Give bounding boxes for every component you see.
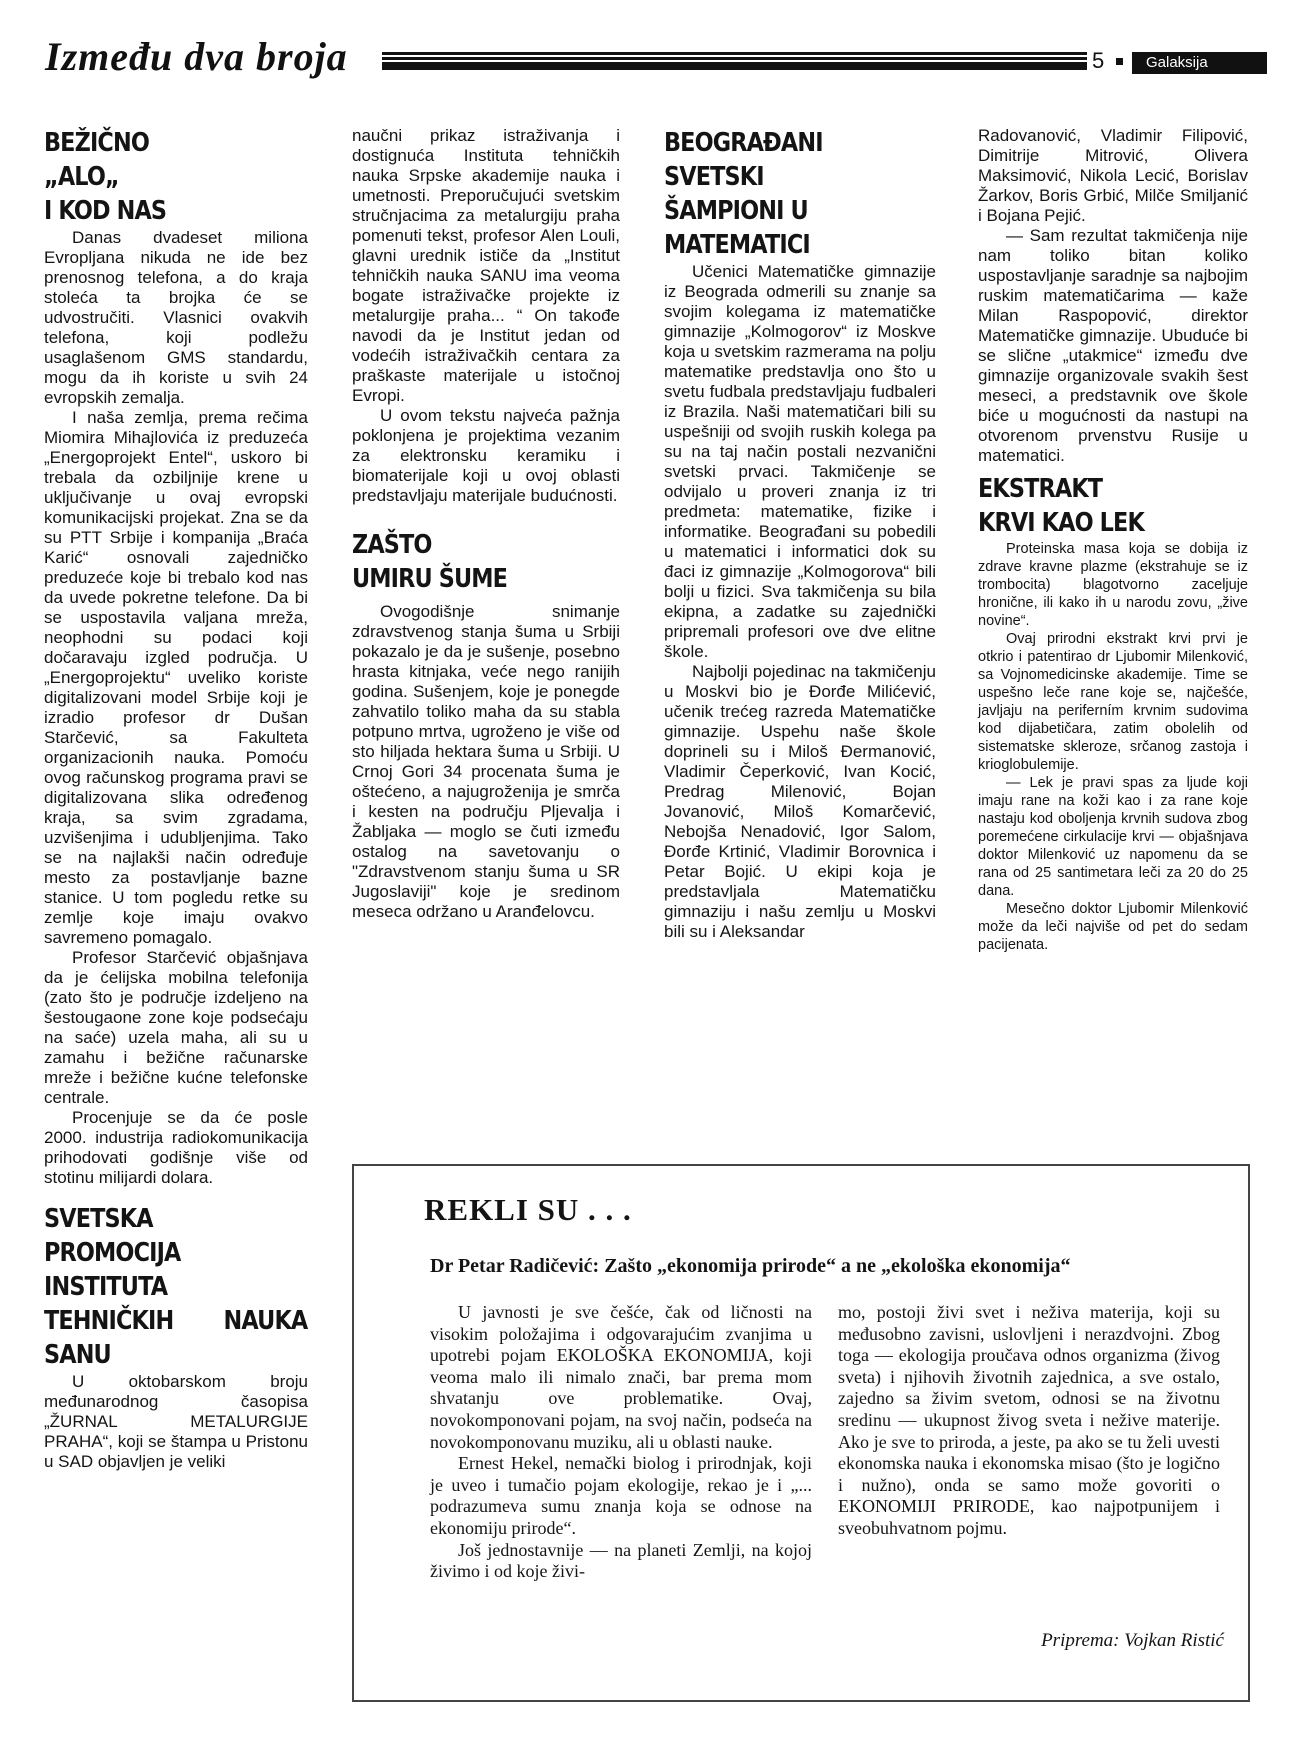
article-ekstrakt: [978, 472, 1248, 954]
headline-line: „ALO„: [44, 162, 119, 192]
headline-line: INSTITUTA: [44, 1272, 168, 1302]
paragraph: Ovaj prirodni ekstrakt krvi prvi je otkrio i patentirao dr Ljubomir Milenković, sa Vojnomedicinske akademije. Time se uspešno leče rane koje se, najčešće, javljaju na periferním krvnim sudovima kod dijabetičara, zatim obolelih od sistematske skleroze, srčanog zastoja i krioglobulemije.: [978, 631, 1248, 773]
article-bezicno: [44, 126, 308, 1188]
headline-line: PROMOCIJA: [44, 1238, 181, 1268]
column-1: [44, 126, 308, 1472]
article-sume: [352, 528, 620, 922]
box-column-2: [838, 1302, 1220, 1540]
headline-line: SANU: [44, 1340, 111, 1370]
headline-line: I KOD NAS: [44, 196, 167, 226]
paragraph: I naša zemlja, prema rečima Miomira Mihajlovića iz preduzeća „Energoprojekt Entel“, uskoro bi trebala da ozbiljnije krene u uključivanje u ovaj evropski komunikacijski projekat. Zna se da su PTT Srbije i kompanija „Braća Karić“ osnovali zajedničko preduzeće koje bi trebalo kod nas da uvede pokretne telefone. Da bi se uspostavila valjana mreža, neophodni su podaci koji dočaravaju izgled područja. U „Energoprojektu“ uveliko koriste digitalizovani model Srbije koji je izradio profesor dr Dušan Starčević, sa Fakulteta organizacionih nauka. Pomoću ovog računskog programa pravi se digitalizovana slika određenog kraja, sa svim zgradama, uzvišenjima i udubljenjima. Tako se na najlakši način određuje mesto za postavljanje bazne stanice. U tom pogledu retke su zemlje koje imaju ovakvo savremeno pomagalo.: [44, 408, 308, 947]
paragraph: — Lek je pravi spas za ljude koji imaju rane na koži kao i za rane koje nastaju kod oboljenja krvnih sudova zbog poremećene cirkulacije krvi — objašnjava doktor Milenković uz napomenu da se rana od 25 santimetara leči za 20 do 25 dana.: [978, 775, 1248, 899]
headline-line: KRVI KAO LEK: [978, 508, 1144, 538]
paragraph: Ovogodišnje snimanje zdravstvenog stanja šuma u Srbiji pokazalo je da je sušenje, posebno hrasta kitnjaka, veće nego ranijih godina. Sušenjem, koje je ponegde zahvatilo toliko maha da su stabla potpuno mrtva, ugroženo je više od sto hiljada hektara šuma u Srbiji. U Crnoj Gori 34 procenata šuma je oštećeno, a najugroženija je smrča i kesten na području Pljevalja i Žabljaka — moglo se čuti između ostalog na savetovanju o "Zdravstvenom stanju šuma u SR Jugoslaviji" koje je sredinom meseca održano u Aranđelovcu.: [352, 602, 620, 921]
separator-bullet: [1116, 58, 1123, 65]
section-title: Između dva broja: [45, 34, 348, 79]
page-header: [40, 28, 1260, 84]
paragraph: U oktobarskom broju međunarodnog časopisa „ŽURNAL METALURGIJE PRAHA“, koji se štampa u Pristonu u SAD objavljen je veliki: [44, 1372, 308, 1471]
article-promocija: [44, 1202, 308, 1472]
headline-promocija: [44, 1202, 308, 1372]
paragraph: Ernest Hekel, nemački biolog i prirodnjak, koji je uveo i tumačio pojam ekologije, rekao je i „... podrazumeva sumu znanja koja se odnose na ekonomiju prirode“.: [430, 1453, 812, 1538]
paragraph: U ovom tekstu najveća pažnja poklonjena je projektima vezanim za elektronsku keramiku i biomaterijale koji u ovoj oblasti predstavljaju materijale budućnosti.: [352, 406, 620, 505]
paragraph: U javnosti je sve češće, čak od ličnosti na visokim položajima i odgovarajućim zvanjima u upotrebi pojam EKOLOŠKA EKONOMIJA, koji veoma malo ili nimalo znači, bar prema mom shvatanju ove problematike. Ovaj, novokomponovani pojam, na svoj način, podseća na novokomponovanu muziku, ali u oblasti nauke.: [430, 1302, 812, 1452]
headline-line: SVETSKA: [44, 1204, 153, 1234]
paragraph: Učenici Matematičke gimnazije iz Beograda odmerili su znanje sa svojim kolegama iz matematičke gimnazije „Kolmogorov“ iz Moskve koja u svetskim razmerama na polju matematike predstavlja ono što u svetu fudbala predstavljaju fudbaleri iz Brazila. Naši matematičari bili su uspešniji od svojih ruskih kolega pa su na taj način postali nezvanični svetski prvaci. Takmičenje se odvijalo u proveri znanja iz tri predmeta: matematike, fizike i informatike. Beograđani su pobedili u matematici i informatici dok su đaci iz gimnazije „Kolmogorova“ bili bolji u fizici. Sva takmičenja su bila ekipna, a zadatke su zajednički pripremali profesori ove dve elitne škole.: [664, 262, 936, 661]
magazine-name: Galaksija: [1132, 52, 1267, 74]
article-ekstrakt-body: [978, 540, 1248, 954]
column-2: [352, 126, 620, 922]
headline-line: BEŽIČNO: [44, 128, 149, 158]
headline-line: BEOGRAĐANI: [664, 128, 823, 158]
headline-line: SVETSKI: [664, 162, 764, 192]
paragraph: Najbolji pojedinac na takmičenju u Moskvi bio je Đorđe Milićević, učenik trećeg razreda Matematičke gimnazije. Uspehu naše škole doprineli su i Miloš Đermanović, Vladimir Čeperković, Ivan Kocić, Predrag Milenović, Bojan Jovanović, Miloš Komarčević, Nebojša Nenadović, Igor Salom, Đorđe Krtinić, Vladimir Borovnica i Petar Bojić. U ekipi koja je predstavljala Matematičku gimnaziju i našu zemlju u Moskvi bili su i Aleksandar: [664, 662, 936, 941]
headline-bezicno: [44, 126, 271, 228]
headline-sume: [352, 528, 582, 596]
header-rule: [382, 52, 1087, 70]
headline-word: NAUKA: [223, 1306, 308, 1336]
column-4: [978, 126, 1248, 954]
headline-line: MATEMATICI: [664, 230, 810, 260]
paragraph-continued: naučni prikaz istraživanja i dostignuća Instituta tehničkih nauka Srpske akademije nauka i umetnosti. Preporučujući svetskim stručnjacima za metalurgiju praha pomenuti tekst, profesor Alen Louli, glavni urednik ističe da „Institut tehničkih nauka SANU ima veoma bogate istraživačke projekte iz metalurgije praha... “ On takođe navodi da je Institut jedan od vodećih istraživačkih centara za praškaste materijale u istočnoj Evropi.: [352, 126, 620, 405]
quote-paragraph: — Sam rezultat takmičenja nije nam toliko bitan koliko uspostavljanje saradnje sa najbojim ruskim matematičarima — kaže Milan Raspopović, direktor Matematičke gimnazije. Ubuduće bi se slične „utakmice“ između dve gimnazije organizovale svakih šest meseci, a predstavnik ove škole biće u mogućnosti da nastupi na otvorenom prvenstvu Rusije u matematici.: [978, 226, 1248, 465]
paragraph: Procenjuje se da će posle 2000. industrija radiokomunikacija prihodovati godišnje više od stotinu milijardi dolara.: [44, 1108, 308, 1187]
rekli-su-box: [352, 1164, 1250, 1702]
box-column-1: [430, 1302, 812, 1583]
headline-line: EKSTRAKT: [978, 474, 1103, 504]
lead-paragraph: Proteinska masa koja se dobija iz zdrave kravne plazme (ekstrahuje se iz trombocita) blagotvorno zaceljuje hronične, ili kako ih u narodu zovu, „žive novine“.: [978, 541, 1248, 629]
headline-line: ZAŠTO: [352, 530, 432, 560]
box-title: REKLI SU . . .: [424, 1192, 632, 1227]
box-subtitle: Dr Petar Radičević: Zašto „ekonomija prirode“ a ne „ekološka ekonomija“: [430, 1255, 1071, 1277]
headline-line: ŠAMPIONI U: [664, 196, 808, 226]
paragraph: Mesečno doktor Ljubomir Milenković može da leči najviše od pet do sedam pacijenata.: [978, 901, 1248, 953]
headline-word: TEHNIČKIH: [44, 1306, 174, 1336]
paragraph-continued: Radovanović, Vladimir Filipović, Dimitrije Mitrović, Olivera Maksimović, Nikola Lecić, Borislav Žarkov, Boris Grbić, Milče Smiljanić i Bojana Pejić.: [978, 126, 1248, 225]
headline-line: UMIRU ŠUME: [352, 564, 508, 594]
author-credit: Priprema: Vojkan Ristić: [1041, 1630, 1224, 1651]
paragraph-continued: mo, postoji živi svet i neživa materija, koji su međusobno zavisni, uslovljeni i nerazdvojni. Zbog toga — ekologija proučava odnos organizma (živog sveta) i njihovih životnih zajednica, a sve ostalo, zajedno sa živim svetom, odnosi se na životnu sredinu — ukupnost živog sveta i nežive materije. Ako je sve to priroda, a jeste, pa ako se tu želi uvesti ekonomska nauka i ekonomska misao (što je logično i nužno), onda se samo može govoriti o EKONOMIJI PRIRODE, kao najpotpunijem i sveobuhvatnom pojmu.: [838, 1302, 1220, 1538]
column-3: [664, 126, 936, 942]
headline-line: [44, 1304, 307, 1338]
page-number: 5: [1092, 48, 1105, 73]
headline-matematika: [664, 126, 898, 262]
headline-ekstrakt: [978, 472, 1210, 540]
paragraph: Još jednostavnije — na planeti Zemlji, na kojoj živimo i od koje živi-: [430, 1539, 812, 1582]
paragraph: Danas dvadeset miliona Evropljana nikuda ne ide bez prenosnog telefona, a do kraja stoleća ta brojka će se udvostručiti. Vlasnici ovakvih telefona, koji podležu usaglašenom GMS standardu, mogu da ih koriste u svih 24 evropskih zemalja.: [44, 228, 308, 407]
paragraph: Profesor Starčević objašnjava da je ćelijska mobilna telefonija (zato što je područje izdeljeno na šestougaone zone koje podsećaju na saće) uzela maha, ali su u zamahu i bežične računarske mreže i bežične kućne telefonske centrale.: [44, 948, 308, 1107]
